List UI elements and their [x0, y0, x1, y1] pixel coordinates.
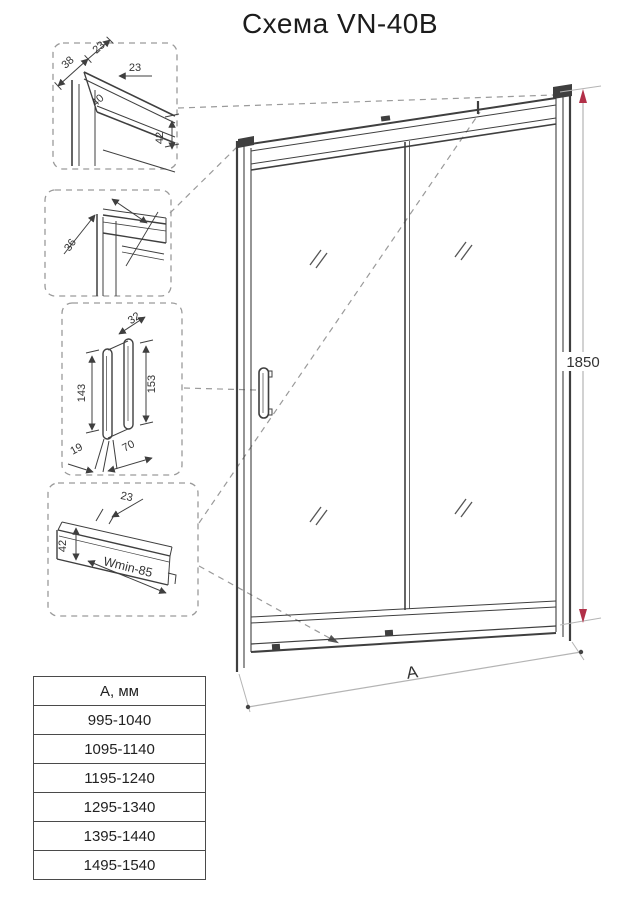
dim-23a-label: 23	[90, 39, 108, 57]
dim-36-label: 36	[62, 236, 79, 254]
detail-top-corner	[53, 37, 179, 172]
dim-70-label: 70	[120, 438, 137, 455]
table-row: 1095-1140	[34, 735, 206, 764]
leader-lines	[170, 95, 554, 640]
door-handle	[259, 368, 272, 418]
size-table	[33, 676, 206, 880]
dim-40-label: 40	[89, 92, 107, 110]
table-row: 1495-1540	[34, 851, 206, 880]
dim-19-label: 19	[68, 441, 85, 458]
dimension-height	[560, 86, 606, 625]
dim-38-label: 38	[59, 54, 77, 72]
table-row: 1395-1440	[34, 822, 206, 851]
dim-23b-label: 23	[128, 62, 142, 74]
leader-diagonal	[199, 112, 480, 523]
dim-32-label: 32	[125, 310, 143, 327]
width-dimension-label: А	[405, 662, 420, 683]
dim-153-label: 153	[146, 374, 158, 394]
detail-box-border	[48, 483, 198, 616]
table-row: 995-1040	[34, 706, 206, 735]
main-door-drawing	[237, 84, 572, 672]
detail-handle	[62, 303, 182, 475]
dimension-width	[239, 642, 584, 712]
dim-23-label: 23	[119, 489, 134, 505]
dim-143-label: 143	[76, 383, 88, 403]
leader-corner-3d	[170, 146, 238, 213]
detail-bottom-rail	[48, 483, 198, 616]
dim-wmin-label: Wmin-85	[102, 554, 154, 580]
table-row: 1195-1240	[34, 764, 206, 793]
table-header-row	[34, 677, 206, 706]
detail-corner-3d	[45, 190, 171, 296]
diagram-title: Схема VN-40В	[241, 8, 439, 39]
bottom-guide-left	[272, 644, 280, 651]
left-top-cap	[238, 136, 254, 148]
dim-42-label: 42	[154, 131, 166, 145]
table-row: 1295-1340	[34, 793, 206, 822]
glass-marks	[310, 242, 472, 525]
height-dimension-label: 1850	[566, 354, 600, 371]
table-header-cell: А, мм	[34, 677, 206, 706]
red-arrow-top	[579, 89, 587, 103]
leader-bottom-rail	[199, 566, 333, 640]
bottom-guide-right	[385, 630, 393, 637]
dim-42b-label: 42	[57, 539, 69, 553]
leader-handle	[184, 388, 256, 390]
top-roller	[381, 115, 391, 121]
